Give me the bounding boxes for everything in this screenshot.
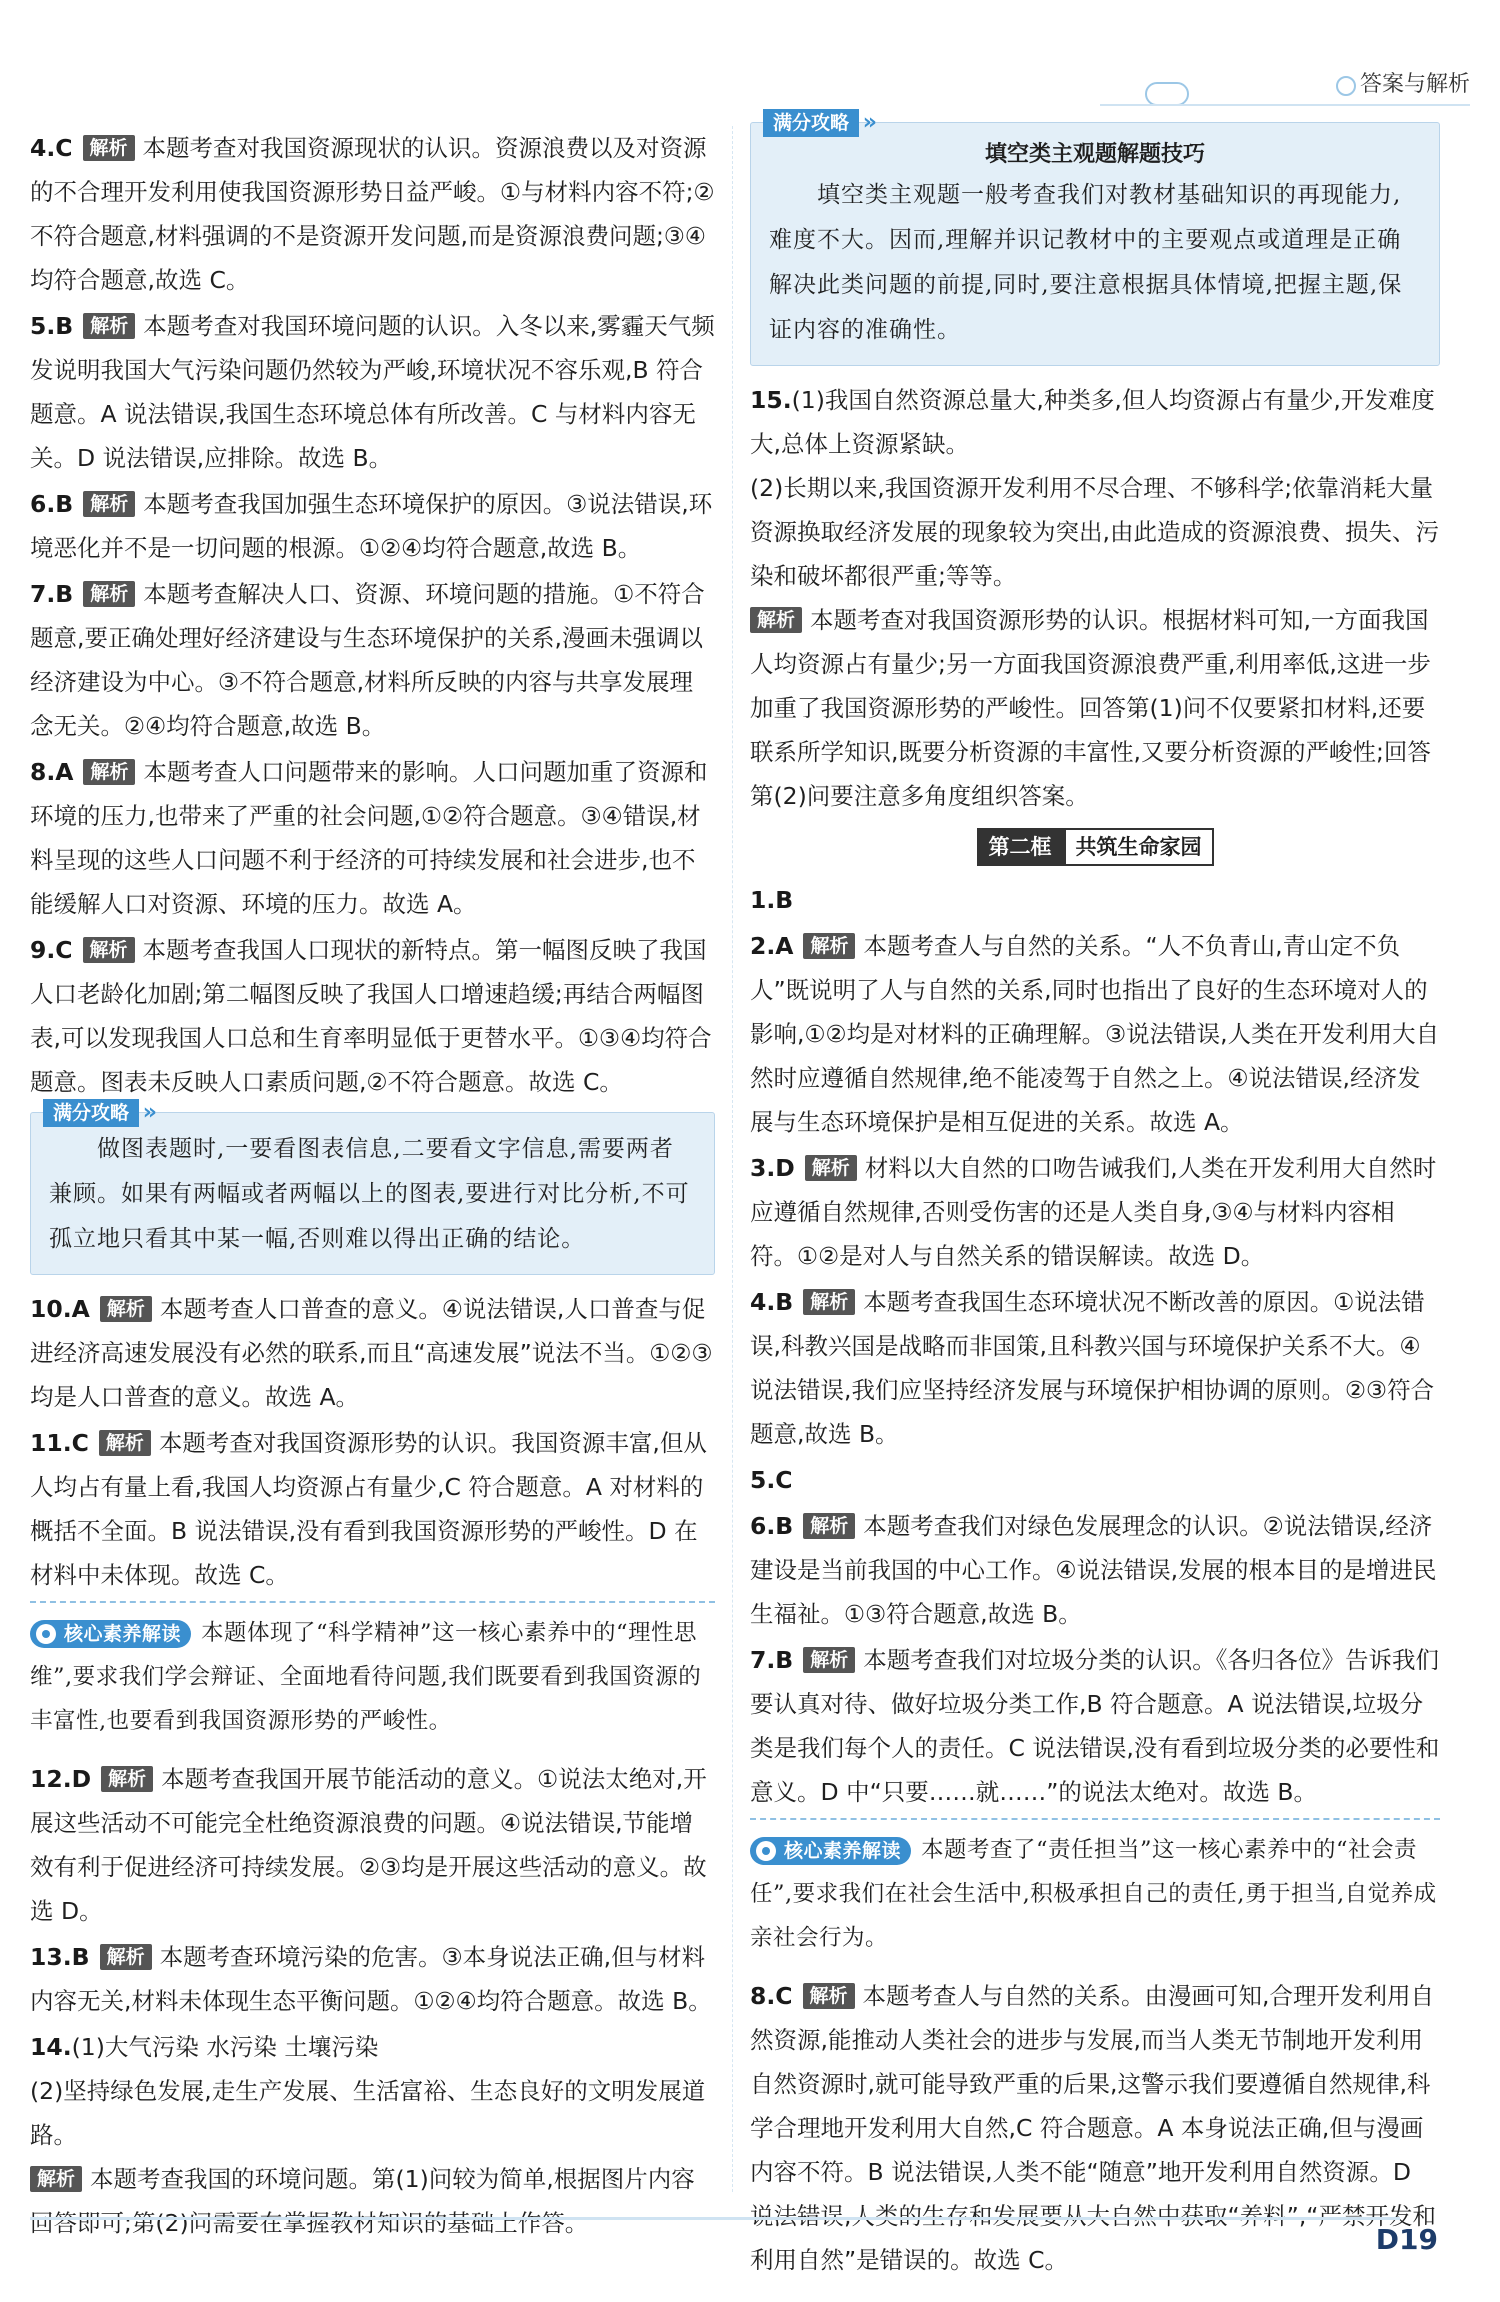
answer-list-right-b [750,1974,1440,2282]
tips-tag: 满分攻略 » [763,109,859,137]
answer-number: 15. [750,386,792,414]
tips-box-left [30,1102,715,1275]
core-literacy-tag: 核心素养解读 [750,1837,911,1865]
answer-choice: B [775,1646,794,1674]
analysis-tag: 解析 [83,491,135,517]
answer-number: 3. [750,1154,776,1182]
answer-item-14 [30,2025,715,2245]
analysis-tag: 解析 [83,937,135,963]
analysis-text: 本题考查我国加强生态环境保护的原因。③说法错误,环境恶化并不是一切问题的根源。①②④均符合题意,故选 B。 [30,490,713,562]
answer-item [750,924,1440,1144]
analysis-tag: 解析 [101,1766,153,1792]
answer-part-2: (2)坚持绿色发展,走生产发展、生活富裕、生态良好的文明发展道路。 [30,2077,706,2149]
core-literacy-tag: 核心素养解读 [30,1620,191,1648]
answer-number: 10. [30,1295,72,1323]
analysis-text: 本题考查对我国资源形势的认识。我国资源丰富,但从人均占有量上看,我国人均资源占有量少,C 符合题意。A 对材料的概括不全面。B 说法错误,没有看到我国资源形势的严峻性。D 在材料中未体现。故选 C。 [30,1429,707,1589]
section-heading [750,824,1440,868]
answer-item [30,1287,715,1419]
answer-choice: C [55,936,73,964]
analysis-text: 本题考查我国开展节能活动的意义。①说法太绝对,开展这些活动不可能完全杜绝资源浪费的问题。④说法错误,节能增效有利于促进经济可持续发展。②③均是开展这些活动的意义。故选 D。 [30,1765,707,1925]
answer-item-15 [750,378,1440,818]
answer-item [750,1146,1440,1278]
answer-number: 4. [750,1288,776,1316]
analysis-text: 本题考查我们对绿色发展理念的认识。②说法错误,经济建设是当前我国的中心工作。④说法错误,发展的根本目的是增进民生福祉。①③符合题意,故选 B。 [750,1512,1437,1628]
answer-list-right-a [750,878,1440,1814]
answer-item [30,928,715,1104]
answer-number: 6. [30,490,56,518]
answer-choice: C [775,1466,793,1494]
answer-number: 5. [750,1466,776,1494]
core-literacy-text: 本题体现了“科学精神”这一核心素养中的“理性思维”,要求我们学会辩证、全面地看待问题,我们既要看到我国资源的丰富性,也要看到我国资源形势的严峻性。 [30,1620,702,1734]
analysis-tag: 解析 [803,1289,855,1315]
answer-choice: D [71,1765,92,1793]
answer-item [30,750,715,926]
analysis-tag: 解析 [100,1296,152,1322]
tips-title: 填空类主观题解题技巧 [984,142,1205,167]
page-header: 答案与解析 [1336,70,1470,100]
answer-number: 9. [30,936,56,964]
analysis-tag: 解析 [83,581,135,607]
answer-number: 14. [30,2033,72,2061]
answer-item [30,1757,715,1933]
answer-item [30,1421,715,1597]
answer-choice: B [775,886,794,914]
analysis-tag: 解析 [805,1155,857,1181]
section-label: 第二框 [977,828,1064,866]
answer-number: 11. [30,1429,72,1457]
answer-number: 8. [750,1982,776,2010]
footer-rule [30,2217,1400,2220]
analysis-tag: 解析 [100,1944,152,1970]
answer-part-2: (2)长期以来,我国资源开发利用不尽合理、不够科学;依靠消耗大量资源换取经济发展的现象较为突出,由此造成的资源浪费、损失、污染和破坏都很严重;等等。 [750,474,1439,590]
tips-box-right [750,112,1440,366]
answer-number: 13. [30,1943,72,1971]
answer-item [30,1935,715,2023]
answer-choice: A [775,932,794,960]
answer-choice: A [55,758,74,786]
column-divider [732,126,733,2192]
answer-choice: B [775,1288,794,1316]
analysis-text: 本题考查对我国资源形势的认识。根据材料可知,一方面我国人均资源占有量少;另一方面我国资源浪费严重,利用率低,这进一步加重了我国资源形势的严峻性。回答第(1)问不仅要紧扣材料,还要联系所学知识,既要分析资源的丰富性,又要分析资源的严峻性;回答第(2)问要注意多角度组织答案。 [750,606,1431,810]
answer-choice: C [71,1429,89,1457]
analysis-text: 本题考查我国人口现状的新特点。第一幅图反映了我国人口老龄化加剧;第二幅图反映了我国人口增速趋缓;再结合两幅图表,可以发现我国人口总和生育率明显低于更替水平。①③④均符合题意。图表未反映人口素质问题,②不符合题意。故选 C。 [30,936,712,1096]
analysis-tag: 解析 [803,1983,855,2009]
analysis-tag: 解析 [99,1430,151,1456]
core-literacy-text: 本题考查了“责任担当”这一核心素养中的“社会责任”,要求我们在社会生活中,积极承担自己的责任,勇于担当,自觉养成亲社会行为。 [750,1837,1437,1951]
core-literacy-box-left [30,1601,715,1749]
answer-item [30,126,715,302]
answer-list-left-b [30,1287,715,1597]
answer-list-left-c [30,1757,715,2023]
tips-text: 做图表题时,一要看图表信息,二要看文字信息,需要两者兼顾。如果有两幅或者两幅以上的图表,要进行对比分析,不可孤立地只看其中某一幅,否则难以得出正确的结论。 [49,1136,690,1252]
answer-number: 6. [750,1512,776,1540]
analysis-tag: 解析 [83,313,135,339]
tips-text: 填空类主观题一般考查我们对教材基础知识的再现能力,难度不大。因而,理解并识记教材中的主要观点或道理是正确解决此类问题的前提,同时,要注意根据具体情境,把握主题,保证内容的准确性。 [769,182,1403,343]
analysis-text: 材料以大自然的口吻告诫我们,人类在开发利用大自然时应遵循自然规律,否则受伤害的还是人类自身,③④与材料内容相符。①②是对人与自然关系的错误解读。故选 D。 [750,1154,1437,1270]
answer-number: 7. [30,580,56,608]
analysis-text: 本题考查我们对垃圾分类的认识。《各归各位》告诉我们要认真对待、做好垃圾分类工作,B 符合题意。A 说法错误,垃圾分类是我们每个人的责任。C 说法错误,没有看到垃圾分类的必要性和意义。D 中“只要……就……”的说法太绝对。故选 B。 [750,1646,1440,1806]
core-literacy-box-right [750,1818,1440,1966]
answer-item [30,482,715,570]
analysis-text: 本题考查我国生态环境状况不断改善的原因。①说法错误,科教兴国是战略而非国策,且科教兴国与环境保护关系不大。④说法错误,我们应坚持经济发展与环境保护相协调的原则。②③符合题意,故选 B。 [750,1288,1435,1448]
answer-part-1: (1)大气污染 水污染 土壤污染 [71,2033,379,2061]
answer-item [750,1638,1440,1814]
answer-item [750,878,1440,922]
answer-list-left-a [30,126,715,1104]
analysis-text: 本题考查对我国环境问题的认识。入冬以来,雾霾天气频发说明我国大气污染问题仍然较为严峻,环境状况不容乐观,B 符合题意。A 说法错误,我国生态环境总体有所改善。C 与材料内容无关。D 说法错误,应排除。故选 B。 [30,312,715,472]
answer-number: 4. [30,134,56,162]
analysis-tag: 解析 [803,933,855,959]
header-rule [1100,104,1470,106]
lightbulb-icon [756,1841,776,1861]
answer-choice: B [71,1943,90,1971]
analysis-text: 本题考查人与自然的关系。由漫画可知,合理开发利用自然资源,能推动人类社会的进步与发展,而当人类无节制地开发利用自然资源时,就可能导致严重的后果,这警示我们要遵循自然规律,科学合理地开发利用大自然,C 符合题意。A 本身说法正确,但与漫画内容不符。B 说法错误,人类不能“随意”地开发利用自然资源。D 说法错误,人类的生存和发展要从大自然中获取“养料”,“严禁开发和利用自然”是错误的。故选 C。 [750,1982,1436,2274]
page-number: D19 [1375,2223,1438,2256]
answer-item [30,572,715,748]
analysis-text: 本题考查人口普查的意义。④说法错误,人口普查与促进经济高速发展没有必然的联系,而且“高速发展”说法不当。①②③均是人口普查的意义。故选 A。 [30,1295,713,1411]
analysis-text: 本题考查我国的环境问题。第(1)问较为简单,根据图片内容回答即可;第(2)问需要在掌握教材知识的基础上作答。 [30,2165,695,2237]
answer-number: 8. [30,758,56,786]
lightbulb-icon [36,1624,56,1644]
answer-choice: D [775,1154,795,1182]
answer-choice: C [55,134,73,162]
answer-number: 7. [750,1646,776,1674]
tips-tag: 满分攻略 » [43,1099,139,1127]
answer-item [30,304,715,480]
analysis-tag: 解析 [803,1647,855,1673]
answer-number: 2. [750,932,776,960]
answer-item [750,1280,1440,1456]
answer-choice: B [775,1512,794,1540]
analysis-text: 本题考查人与自然的关系。“人不负青山,青山定不负人”既说明了人与自然的关系,同时也指出了良好的生态环境对人的影响,①②均是对材料的正确理解。③说法错误,人类在开发利用大自然时应遵循自然规律,绝不能凌驾于自然之上。④说法错误,经济发展与生态环境保护是相互促进的关系。故选 A。 [750,932,1440,1136]
cloud-decoration-icon [1145,82,1189,106]
answer-choice: B [55,312,74,340]
answer-item [750,1504,1440,1636]
analysis-tag: 解析 [83,135,135,161]
analysis-tag: 解析 [83,759,135,785]
answer-number: 1. [750,886,776,914]
answer-part-1: (1)我国自然资源总量大,种类多,但人均资源占有量少,开发难度大,总体上资源紧缺。 [750,386,1435,458]
analysis-text: 本题考查人口问题带来的影响。人口问题加重了资源和环境的压力,也带来了严重的社会问题,①②符合题意。③④错误,材料呈现的这些人口问题不利于经济的可持续发展和社会进步,也不能缓解人口对资源、环境的压力。故选 A。 [30,758,708,918]
answer-item [750,1458,1440,1502]
answer-choice: C [775,1982,793,2010]
analysis-text: 本题考查对我国资源现状的认识。资源浪费以及对资源的不合理开发利用使我国资源形势日益严峻。①与材料内容不符;②不符合题意,材料强调的不是资源开发问题,而是资源浪费问题;③④均符合题意,故选 C。 [30,134,715,294]
analysis-tag: 解析 [803,1513,855,1539]
answer-choice: B [55,490,74,518]
left-column [30,126,715,2247]
analysis-tag: 解析 [30,2166,82,2192]
right-column [750,112,1440,2284]
analysis-tag: 解析 [750,607,802,633]
answer-choice: A [71,1295,90,1323]
answer-item [750,1974,1440,2282]
section-title: 共筑生命家园 [1064,828,1214,866]
analysis-text: 本题考查解决人口、资源、环境问题的措施。①不符合题意,要正确处理好经济建设与生态环境保护的关系,漫画未强调以经济建设为中心。③不符合题意,材料所反映的内容与共享发展理念无关。②④均符合题意,故选 B。 [30,580,705,740]
answer-choice: B [55,580,74,608]
analysis-text: 本题考查环境污染的危害。③本身说法正确,但与材料内容无关,材料未体现生态平衡问题。①②④均符合题意。故选 B。 [30,1943,712,2015]
answer-number: 12. [30,1765,72,1793]
answer-number: 5. [30,312,56,340]
